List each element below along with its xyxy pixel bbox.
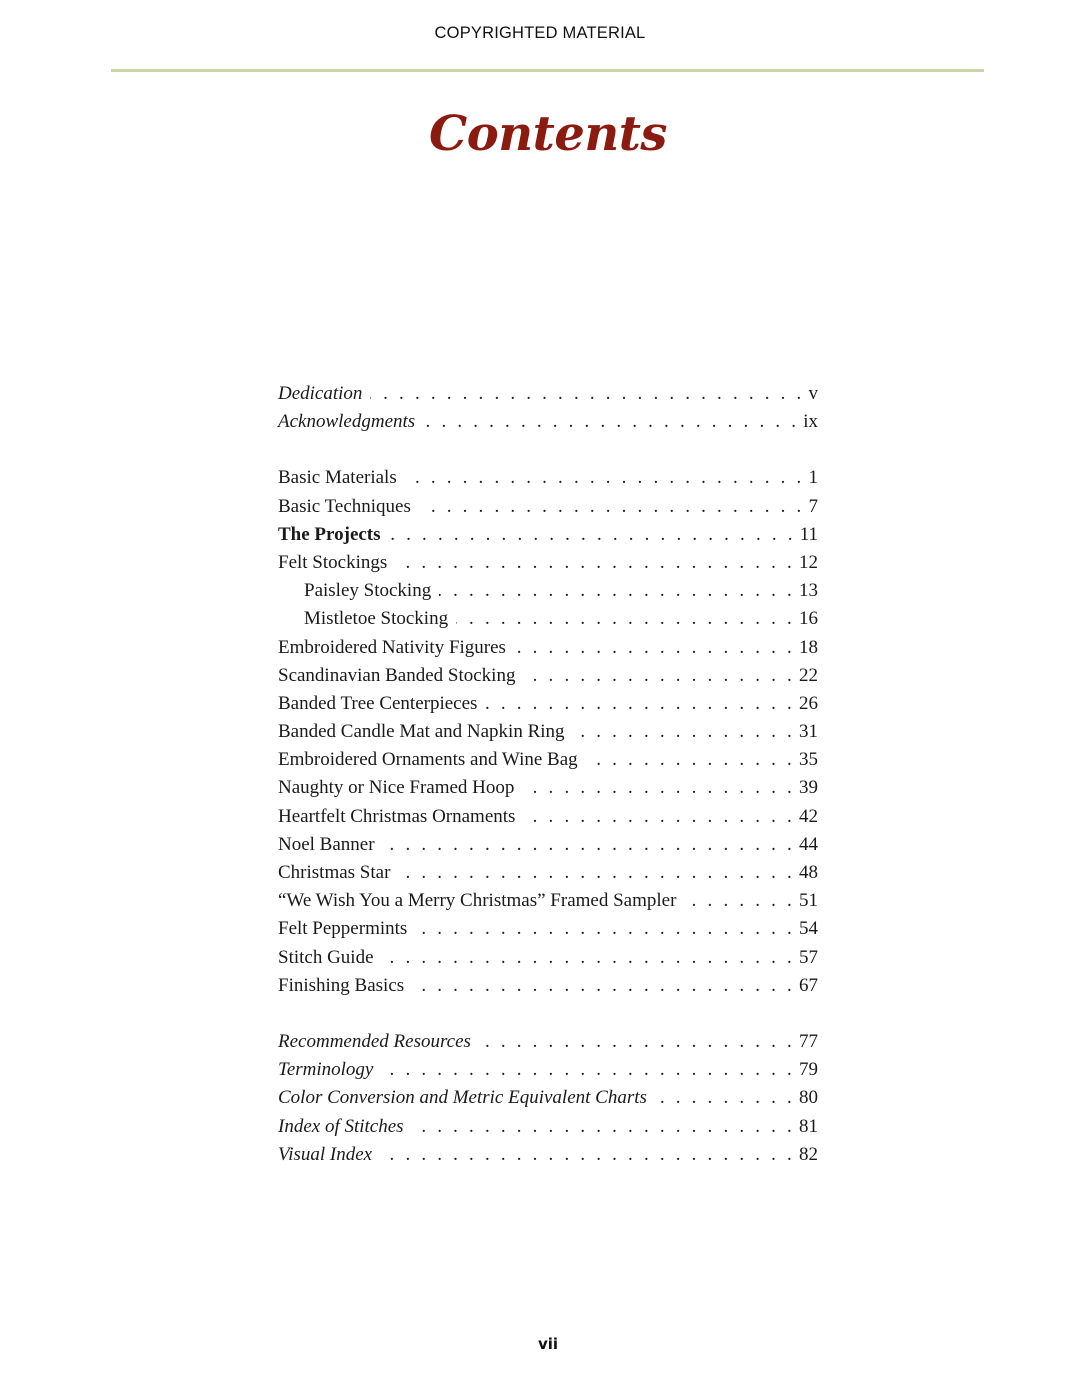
toc-entry — [278, 831, 818, 859]
toc-entry-page: v — [808, 383, 818, 404]
toc-leader-dots — [412, 972, 795, 1000]
toc-entry-page: 81 — [799, 1115, 818, 1137]
toc-entry — [278, 634, 818, 662]
page-number: vii — [537, 1335, 559, 1353]
toc-entry-page: 80 — [799, 1087, 818, 1109]
toc-entry-title: Visual Index — [278, 1143, 373, 1165]
toc-entry-title: Basic Materials — [278, 467, 397, 489]
toc-entry — [278, 408, 818, 436]
toc-entry — [278, 1028, 818, 1056]
toc-entry — [278, 577, 818, 605]
toc-leader-dots — [523, 803, 795, 831]
toc-entry-page: 31 — [799, 721, 818, 743]
toc-entry-title: Stitch Guide — [278, 946, 374, 968]
toc-entry-page: 13 — [799, 580, 818, 602]
toc-entry-page: 44 — [799, 833, 818, 855]
toc-entry-title: Noel Banner — [278, 833, 375, 855]
toc-entry-title: Banded Candle Mat and Napkin Ring — [278, 721, 565, 743]
toc-entry-page: 39 — [799, 777, 818, 799]
toc-entry — [278, 380, 818, 408]
toc-leader-dots — [573, 718, 795, 746]
toc-entry-title: Mistletoe Stocking — [304, 608, 449, 630]
toc-entry-title: Finishing Basics — [278, 974, 405, 996]
toc-entry — [278, 493, 818, 521]
toc-entry — [278, 944, 818, 972]
toc-leader-dots — [405, 464, 805, 492]
toc-entry-page: 82 — [799, 1143, 818, 1165]
toc-entry-page: 1 — [808, 467, 818, 489]
toc-entry — [278, 774, 818, 802]
toc-entry — [278, 690, 818, 718]
toc-entry-title: “We Wish You a Merry Christmas” Framed Sampler — [278, 890, 677, 912]
toc-entry-title: Embroidered Nativity Figures — [278, 636, 506, 658]
toc-entry-page: 42 — [799, 805, 818, 827]
toc-entry — [278, 803, 818, 831]
toc-entry-page: ix — [803, 411, 818, 433]
toc-entry — [278, 1141, 818, 1169]
toc-leader-dots — [380, 1141, 795, 1169]
toc-leader-dots — [395, 549, 795, 577]
toc-entry-title: Dedication — [278, 383, 363, 404]
toc-entry-title: Paisley Stocking — [304, 580, 432, 602]
table-of-contents — [278, 380, 818, 1197]
toc-entry — [278, 605, 818, 633]
toc-entry-title: Banded Tree Centerpieces — [278, 692, 478, 714]
toc-entry — [278, 1113, 818, 1141]
toc-leader-dots — [412, 1113, 795, 1141]
toc-leader-dots — [586, 746, 795, 774]
toc-entry-title: Scandinavian Banded Stocking — [278, 664, 516, 686]
toc-entry — [278, 1056, 818, 1084]
copyright-watermark: COPYRIGHTED MATERIAL — [434, 24, 646, 42]
toc-entry-page: 57 — [799, 946, 818, 968]
toc-entry-page: 11 — [799, 523, 818, 545]
toc-entry — [278, 859, 818, 887]
toc-entry-page: 67 — [799, 974, 818, 996]
toc-main — [278, 464, 818, 1000]
toc-leader-dots — [456, 605, 795, 633]
toc-leader-dots — [514, 634, 795, 662]
toc-entry-page: 12 — [799, 551, 818, 573]
toc-entry — [278, 662, 818, 690]
toc-entry — [278, 718, 818, 746]
toc-leader-dots — [419, 493, 805, 521]
toc-leader-dots — [655, 1084, 795, 1112]
toc-leader-dots — [479, 1028, 795, 1056]
toc-back-matter — [278, 1028, 818, 1169]
toc-entry-page: 22 — [799, 664, 818, 686]
toc-entry-title: Naughty or Nice Framed Hoop — [278, 777, 515, 799]
toc-entry-title: Embroidered Ornaments and Wine Bag — [278, 749, 578, 771]
toc-leader-dots — [523, 662, 795, 690]
toc-leader-dots — [382, 944, 795, 972]
toc-entry-page: 54 — [799, 918, 818, 940]
header-rule — [111, 69, 984, 72]
toc-entry-page: 51 — [799, 890, 818, 912]
toc-leader-dots — [684, 887, 795, 915]
toc-entry-page: 77 — [799, 1030, 818, 1052]
toc-entry-title: Christmas Star — [278, 862, 391, 883]
toc-entry — [278, 549, 818, 577]
toc-leader-dots — [398, 859, 795, 887]
toc-entry-page: 16 — [799, 608, 818, 630]
toc-entry-page: 48 — [799, 862, 818, 883]
toc-leader-dots — [522, 774, 795, 802]
toc-entry-title: The Projects — [278, 523, 381, 545]
toc-entry — [278, 1084, 818, 1112]
toc-entry-title: Color Conversion and Metric Equivalent Charts — [278, 1087, 647, 1109]
toc-entry-page: 35 — [799, 749, 818, 771]
toc-entry-page: 26 — [799, 692, 818, 714]
toc-leader-dots — [415, 915, 795, 943]
toc-entry-title: Index of Stitches — [278, 1115, 404, 1137]
toc-entry — [278, 521, 818, 549]
toc-entry-page: 79 — [799, 1059, 818, 1081]
toc-entry — [278, 887, 818, 915]
toc-leader-dots — [389, 521, 796, 549]
toc-entry-title: Basic Techniques — [278, 495, 411, 517]
toc-leader-dots — [485, 690, 795, 718]
toc-leader-dots — [439, 577, 795, 605]
toc-front-matter — [278, 380, 818, 436]
toc-entry — [278, 464, 818, 492]
toc-entry — [278, 915, 818, 943]
toc-entry-title: Felt Stockings — [278, 551, 388, 573]
toc-entry — [278, 972, 818, 1000]
toc-leader-dots — [381, 1056, 795, 1084]
toc-leader-dots — [370, 380, 804, 408]
toc-leader-dots — [423, 408, 799, 436]
toc-entry-title: Heartfelt Christmas Ornaments — [278, 805, 516, 827]
page-title: Contents — [429, 106, 667, 162]
toc-entry-title: Felt Peppermints — [278, 918, 408, 940]
toc-entry-title: Acknowledgments — [278, 411, 416, 433]
toc-entry-title: Recommended Resources — [278, 1030, 471, 1052]
toc-entry — [278, 746, 818, 774]
toc-entry-title: Terminology — [278, 1059, 374, 1081]
toc-entry-page: 7 — [808, 495, 818, 517]
toc-leader-dots — [383, 831, 795, 859]
toc-entry-page: 18 — [799, 636, 818, 658]
